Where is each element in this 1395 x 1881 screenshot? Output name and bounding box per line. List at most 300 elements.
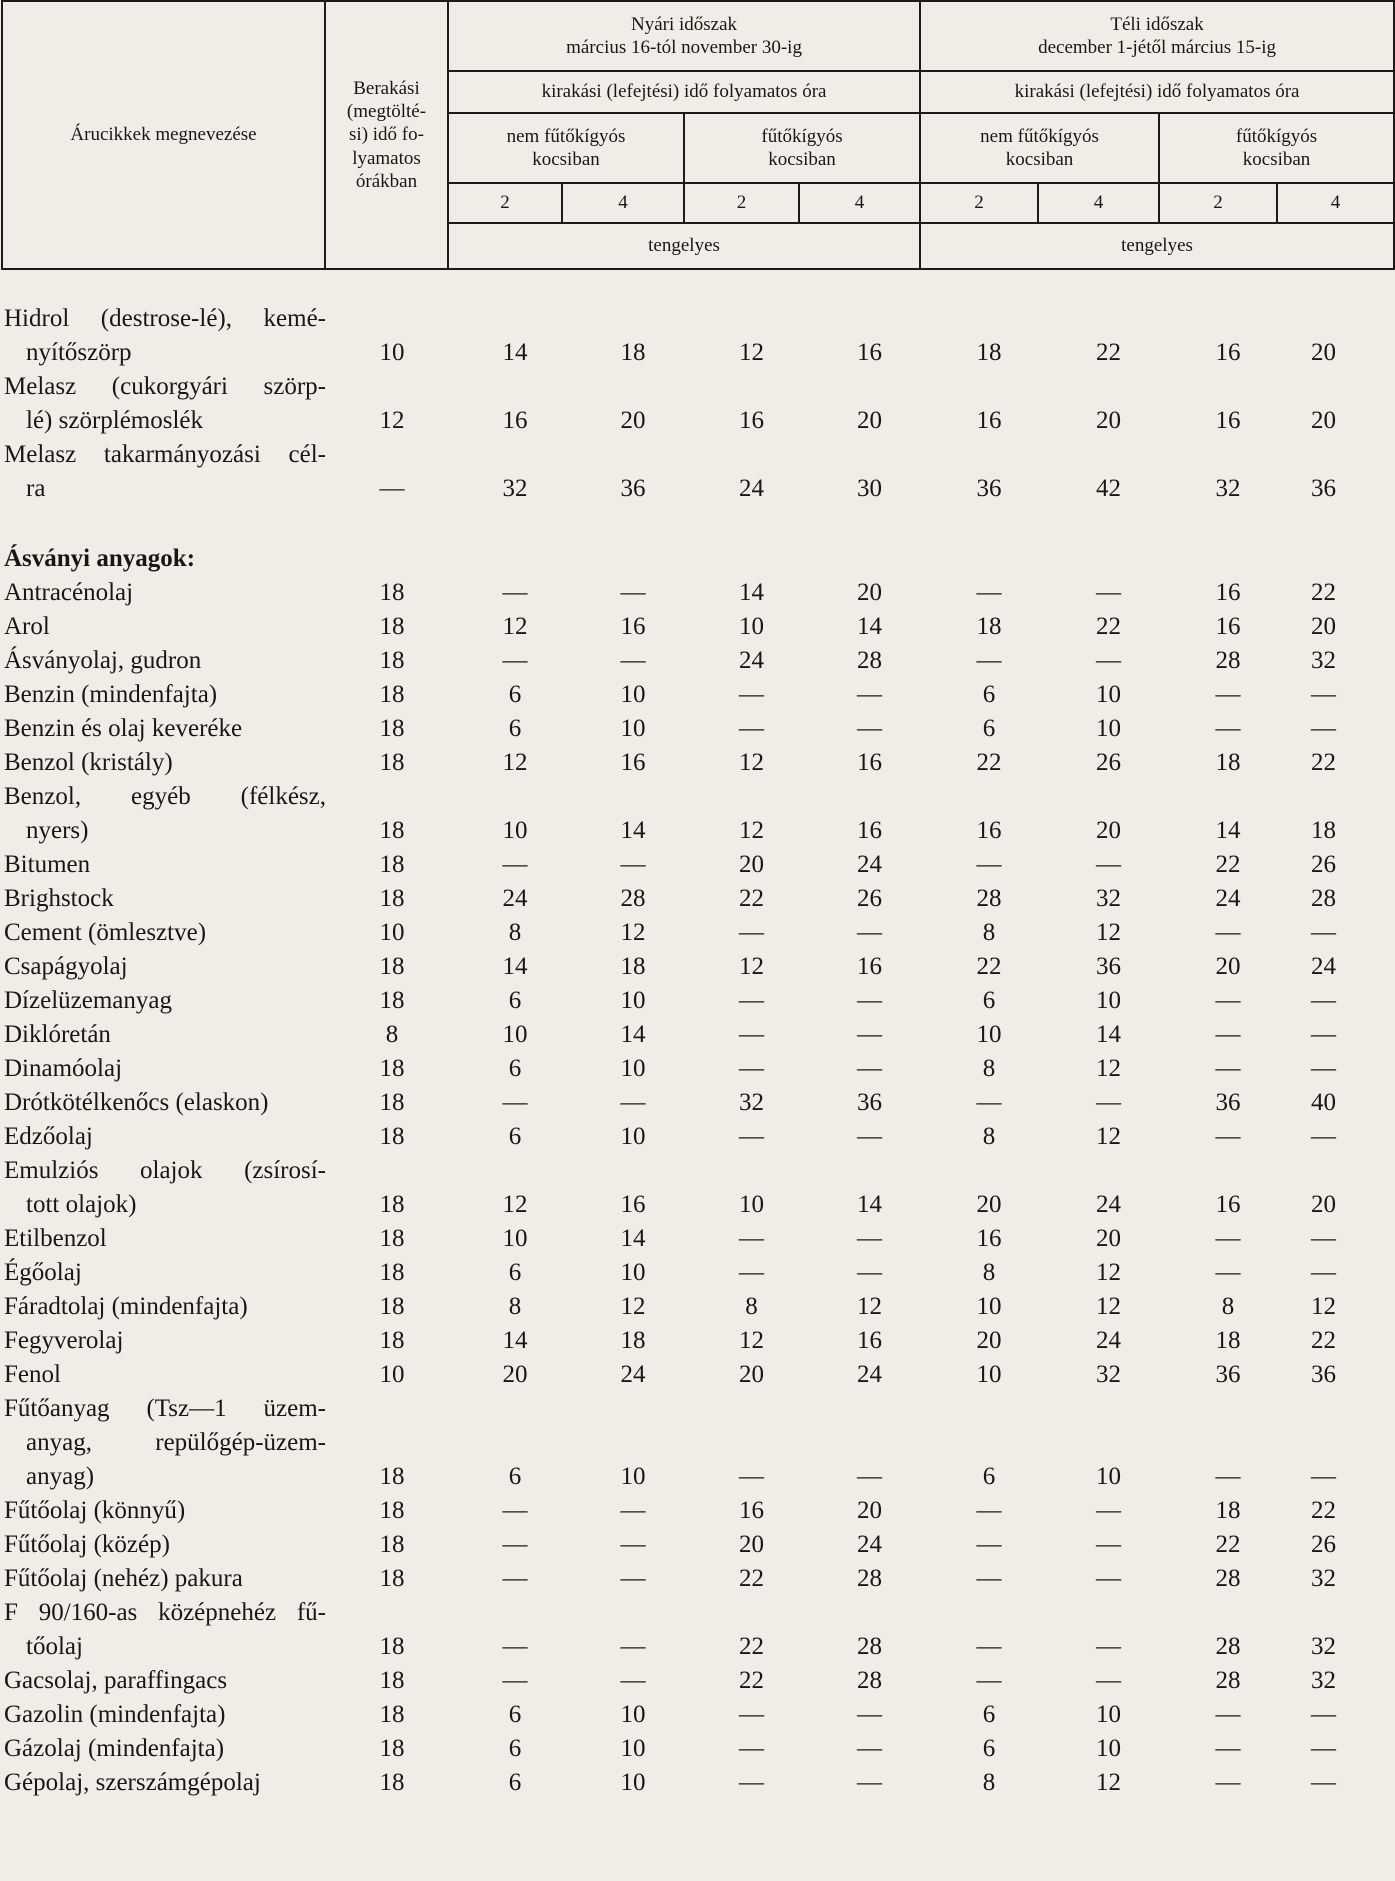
no-heater-line2: kocsiban [1005,149,1074,170]
value-cell: — [1311,1769,1336,1796]
value-cell: 18 [379,715,405,742]
value-cell: 28 [1215,647,1241,674]
value-cell: — [502,1497,528,1524]
value-cell: 10 [620,715,646,742]
table-row [0,950,1360,984]
value-cell: — [1311,1463,1336,1490]
value-cell: 16 [1215,579,1241,606]
table-row [0,1732,1360,1766]
value-cell: 10 [620,1463,646,1490]
value-cell: — [502,579,528,606]
value-cell: — [976,851,1002,878]
axle-2: 2 [920,183,1038,223]
winter-heater [1159,113,1394,183]
value-cell: 14 [857,1191,882,1218]
value-cell: 16 [976,407,1002,434]
value-cell: 8 [982,1055,996,1082]
value-cell: 12 [739,953,764,980]
value-cell: 10 [1096,1463,1121,1490]
value-cell: 6 [508,1055,522,1082]
value-cell: 26 [1096,749,1121,776]
value-cell: 20 [1311,613,1336,640]
article-name-line: Fűtőolaj (közép) [4,1531,170,1558]
value-cell: 36 [857,1089,882,1116]
value-cell: 20 [1311,407,1336,434]
value-cell: 12 [1311,1293,1336,1320]
value-cell: 18 [379,749,405,776]
summer-no-heater [448,113,684,183]
value-cell: 10 [1096,987,1121,1014]
value-cell: 8 [508,1293,522,1320]
value-cell: — [502,647,528,674]
article-name [0,1256,326,1290]
table-row [0,1528,1360,1562]
winter-title: Téli időszak [1110,13,1204,35]
value-cell: — [976,1089,1002,1116]
value-cell: 28 [620,885,646,912]
value-cell: 14 [620,1225,646,1252]
table-row [0,644,1360,678]
article-name-line: Fegyverolaj [4,1327,124,1354]
value-cell: 18 [379,1531,405,1558]
summer-axles-label: tengelyes [448,223,920,269]
value-cell: 32 [1311,1565,1336,1592]
value-cell: — [379,475,405,502]
value-cell: — [739,681,764,708]
value-cell: 24 [1311,953,1336,980]
value-cell: 18 [379,681,405,708]
value-cell: 32 [1096,885,1121,912]
value-cell: 26 [1311,1531,1336,1558]
summer-title: Nyári időszak [630,13,738,35]
summer-range: március 16-tól november 30-ig [566,37,802,58]
value-cell: 28 [857,1565,882,1592]
value-cell: — [1215,987,1241,1014]
article-name [0,780,326,848]
value-cell: — [1215,1021,1241,1048]
value-cell: 18 [976,339,1002,366]
article-name [0,644,326,678]
value-cell: 10 [620,681,646,708]
value-cell: 16 [857,749,882,776]
value-cell: 8 [745,1293,758,1320]
article-name [0,1222,326,1256]
value-cell: 12 [1096,1293,1121,1320]
value-cell: — [620,1667,646,1694]
value-cell: 28 [1311,885,1336,912]
article-name-line: Melasz takarmányozási cél- [4,441,326,468]
table-row [0,1324,1360,1358]
value-cell: 20 [739,1531,764,1558]
value-cell: 28 [857,1633,882,1660]
value-cell: — [502,1633,528,1660]
table-row [0,1256,1360,1290]
value-cell: 22 [739,1667,764,1694]
table-row [0,1596,1360,1664]
article-name-line: Ásványolaj, gudron [4,647,202,674]
value-cell: 18 [379,817,405,844]
value-cell: 6 [982,1463,996,1490]
value-cell: 16 [739,1497,764,1524]
table-row [0,610,1360,644]
value-cell: 36 [1311,1361,1336,1388]
value-cell: — [976,647,1002,674]
axle-4: 4 [1277,183,1394,223]
value-cell: — [502,1531,528,1558]
no-heater-line2: kocsiban [532,149,600,170]
value-cell: — [857,1701,882,1728]
table-row [0,1698,1360,1732]
value-cell: 32 [1215,475,1241,502]
value-cell: — [857,1735,882,1762]
article-name-line: Gépolaj, szerszámgépolaj [4,1769,261,1796]
value-cell: 28 [857,647,882,674]
article-name [0,1086,326,1120]
article-name-line: Bitumen [4,851,91,878]
no-heater-line1: nem fűtőkígyós [980,125,1099,147]
value-cell: 12 [620,1293,646,1320]
article-name-line: Etilbenzol [4,1225,107,1252]
article-name-line: Csapágyolaj [4,953,128,980]
value-cell: 18 [379,647,405,674]
value-cell: 22 [1311,579,1336,606]
value-cell: — [1215,1735,1241,1762]
value-cell: 18 [379,1191,405,1218]
value-cell: 8 [385,1021,399,1048]
value-cell: 24 [857,851,882,878]
value-cell: 20 [502,1361,528,1388]
value-cell: — [502,1667,528,1694]
table-row [0,576,1360,610]
article-name [0,882,326,916]
article-name-continuation: lé) szörplémoslék [26,407,204,434]
article-name-line: Arol [4,613,50,640]
value-cell: 30 [857,475,882,502]
value-cell: — [1215,1123,1241,1150]
value-cell: 12 [739,749,764,776]
value-cell: 6 [982,681,996,708]
value-cell: — [1096,1633,1121,1660]
value-cell: 22 [1096,339,1121,366]
value-cell: 18 [379,1565,405,1592]
article-name-line: Gazolin (mindenfajta) [4,1701,226,1728]
value-cell: 22 [739,885,764,912]
value-cell: — [857,1225,882,1252]
value-cell: 28 [976,885,1002,912]
value-cell: 10 [1096,715,1121,742]
table-row [0,916,1360,950]
value-cell: 32 [1311,647,1336,674]
value-cell: — [1215,1701,1241,1728]
value-cell: 26 [857,885,882,912]
article-name [0,576,326,610]
value-cell: — [857,1769,882,1796]
value-cell: 14 [620,1021,646,1048]
article-name-line: Gacsolaj, paraffingacs [4,1667,228,1694]
article-name [0,1154,326,1222]
value-cell: 28 [857,1667,882,1694]
value-cell: 32 [1096,1361,1121,1388]
value-cell: 16 [502,407,528,434]
value-cell: 16 [1215,407,1241,434]
article-name [0,1528,326,1562]
article-name-continuation: ra [26,475,46,502]
value-cell: — [739,1225,764,1252]
value-cell: 16 [857,817,882,844]
value-cell: 20 [976,1327,1002,1354]
value-cell: 36 [620,475,646,502]
value-cell: 6 [508,1259,522,1286]
value-cell: 18 [379,579,405,606]
article-name-line: Dinamóolaj [4,1055,123,1082]
value-cell: 14 [739,579,764,606]
value-cell: 20 [739,1361,764,1388]
value-cell: 18 [620,339,646,366]
value-cell: — [739,1701,764,1728]
axle-2: 2 [684,183,799,223]
value-cell: 26 [1311,851,1336,878]
value-cell: — [1096,1565,1121,1592]
value-cell: 12 [739,339,764,366]
value-cell: 10 [620,1701,646,1728]
value-cell: 10 [976,1293,1002,1320]
article-name [0,302,326,370]
value-cell: 12 [620,919,646,946]
value-cell: 8 [982,1259,996,1286]
value-cell: — [620,851,646,878]
axle-4: 4 [799,183,920,223]
article-name [0,1052,326,1086]
table-row [0,1154,1360,1222]
value-cell: 18 [379,1293,405,1320]
value-cell: 40 [1311,1089,1336,1116]
value-cell: — [739,1735,764,1762]
value-cell: — [1096,1531,1121,1558]
value-cell: — [976,1633,1002,1660]
value-cell: 36 [1215,1089,1241,1116]
value-cell: 12 [1096,1769,1121,1796]
value-cell: 12 [379,407,405,434]
article-name [0,1392,326,1494]
article-name-continuation: anyag, repülőgép-üzem- [26,1429,326,1456]
value-cell: 10 [620,1123,646,1150]
value-cell: 10 [379,919,405,946]
value-cell: 6 [508,1701,522,1728]
loading-time-lines [328,77,445,193]
value-cell: 8 [508,919,522,946]
winter-unload-label: kirakási (lefejtési) idő folyamatos óra [920,71,1394,113]
value-cell: — [1311,1259,1336,1286]
winter-axles-label: tengelyes [920,223,1394,269]
value-cell: 18 [379,1735,405,1762]
value-cell: 28 [1215,1667,1241,1694]
value-cell: — [857,1055,882,1082]
value-cell: 18 [620,1327,646,1354]
value-cell: 14 [1096,1021,1121,1048]
value-cell: 24 [1096,1191,1121,1218]
article-name [0,916,326,950]
value-cell: 22 [1311,1327,1336,1354]
value-cell: — [1311,1055,1336,1082]
value-cell: 8 [982,919,996,946]
article-name-line: Drótkötélkenőcs (elaskon) [4,1089,269,1116]
article-name-line: Melasz (cukorgyári szörp- [4,373,326,400]
value-cell: — [739,1463,764,1490]
value-cell: — [1215,1769,1241,1796]
value-cell: 36 [1096,953,1121,980]
value-cell: 18 [379,1327,405,1354]
table-row [0,678,1360,712]
article-name [0,1698,326,1732]
value-cell: 10 [620,1769,646,1796]
value-cell: 6 [982,1701,996,1728]
value-cell: — [739,1021,764,1048]
value-cell: 6 [508,1769,522,1796]
value-cell: 18 [379,953,405,980]
article-name [0,1120,326,1154]
table-row [0,1664,1360,1698]
value-cell: — [620,1565,646,1592]
value-cell: — [739,1769,764,1796]
header-loading-time [325,1,448,269]
value-cell: 18 [379,987,405,1014]
table-row [0,1222,1360,1256]
value-cell: 18 [379,1701,405,1728]
value-cell: 12 [1096,1259,1121,1286]
table-row [0,1018,1360,1052]
value-cell: 36 [976,475,1002,502]
value-cell: 10 [620,1259,646,1286]
value-cell: 20 [620,407,646,434]
value-cell: — [1311,1021,1336,1048]
value-cell: 32 [739,1089,764,1116]
value-cell: 12 [1096,1055,1121,1082]
loading-time-line: órákban [355,170,418,192]
value-cell: 22 [1311,749,1336,776]
article-name-line: Antracénolaj [4,579,134,606]
table-row [0,438,1360,506]
table-row [0,370,1360,438]
value-cell: — [502,1089,528,1116]
value-cell: 18 [379,1633,405,1660]
value-cell: 6 [508,681,522,708]
summer-unload-label: kirakási (lefejtési) idő folyamatos óra [448,71,920,113]
value-cell: — [502,1565,528,1592]
value-cell: 16 [1215,339,1241,366]
value-cell: 22 [1311,1497,1336,1524]
value-cell: 12 [502,613,528,640]
value-cell: — [1215,1055,1241,1082]
axle-2: 2 [1159,183,1277,223]
axle-4: 4 [562,183,684,223]
value-cell: 18 [379,1089,405,1116]
value-cell: 12 [739,817,764,844]
value-cell: — [1096,1089,1121,1116]
table-header [1,0,1395,270]
value-cell: 18 [1215,749,1241,776]
value-cell: 8 [1221,1293,1235,1320]
value-cell: 12 [502,1191,528,1218]
value-cell: 18 [379,851,405,878]
heater-line2: kocsiban [1242,149,1311,170]
value-cell: 32 [1311,1667,1336,1694]
value-cell: 20 [976,1191,1002,1218]
value-cell: 22 [1215,851,1241,878]
axle-2: 2 [448,183,562,223]
article-name-line: Dízelüzemanyag [4,987,172,1014]
value-cell: 10 [976,1361,1002,1388]
value-cell: — [857,987,882,1014]
value-cell: 24 [502,885,528,912]
article-name [0,984,326,1018]
article-name [0,1596,326,1664]
value-cell: 28 [1215,1565,1241,1592]
value-cell: — [857,1123,882,1150]
value-cell: 12 [502,749,528,776]
article-name-continuation: tőolaj [26,1633,83,1660]
value-cell: — [1311,681,1336,708]
table-row [0,984,1360,1018]
value-cell: — [739,1055,764,1082]
value-cell: 24 [739,647,764,674]
article-name [0,438,326,506]
article-name [0,1732,326,1766]
value-cell: 16 [739,407,764,434]
value-cell: — [1311,715,1336,742]
article-name-line: Cement (ömlesztve) [4,919,207,946]
value-cell: 24 [620,1361,646,1388]
value-cell: — [1215,681,1241,708]
value-cell: 16 [1215,1191,1241,1218]
article-name [0,1664,326,1698]
value-cell: — [857,681,882,708]
value-cell: 36 [1311,475,1336,502]
article-name-line: Fűtőolaj (könnyű) [4,1497,186,1524]
value-cell: 22 [1215,1531,1241,1558]
value-cell: 10 [739,1191,764,1218]
value-cell: 20 [1311,1191,1336,1218]
table-row [0,1494,1360,1528]
value-cell: — [976,1497,1002,1524]
winter-no-heater [920,113,1159,183]
loading-time-line: (megtölté- [346,101,427,123]
article-name-line: Brighstock [4,885,114,912]
value-cell: 14 [502,1327,528,1354]
value-cell: 16 [976,1225,1002,1252]
value-cell: 18 [379,1497,405,1524]
article-name-line: Edzőolaj [4,1123,93,1150]
value-cell: — [620,1531,646,1558]
axle-4: 4 [1038,183,1159,223]
value-cell: 6 [982,715,996,742]
value-cell: — [1311,987,1336,1014]
article-name [0,1290,326,1324]
value-cell: 18 [976,613,1002,640]
article-name-line: Emulziós olajok (zsírosí- [4,1157,326,1184]
article-name [0,1018,326,1052]
table-row [0,1052,1360,1086]
value-cell: 18 [379,1259,405,1286]
value-cell: 6 [508,1123,522,1150]
article-name-line: Fenol [4,1361,61,1388]
article-name-line: Gázolaj (mindenfajta) [4,1735,225,1762]
value-cell: 36 [1215,1361,1241,1388]
value-cell: — [976,1531,1002,1558]
value-cell: 12 [1096,1123,1121,1150]
value-cell: 16 [857,1327,882,1354]
value-cell: — [1311,1225,1336,1252]
value-cell: — [739,919,764,946]
